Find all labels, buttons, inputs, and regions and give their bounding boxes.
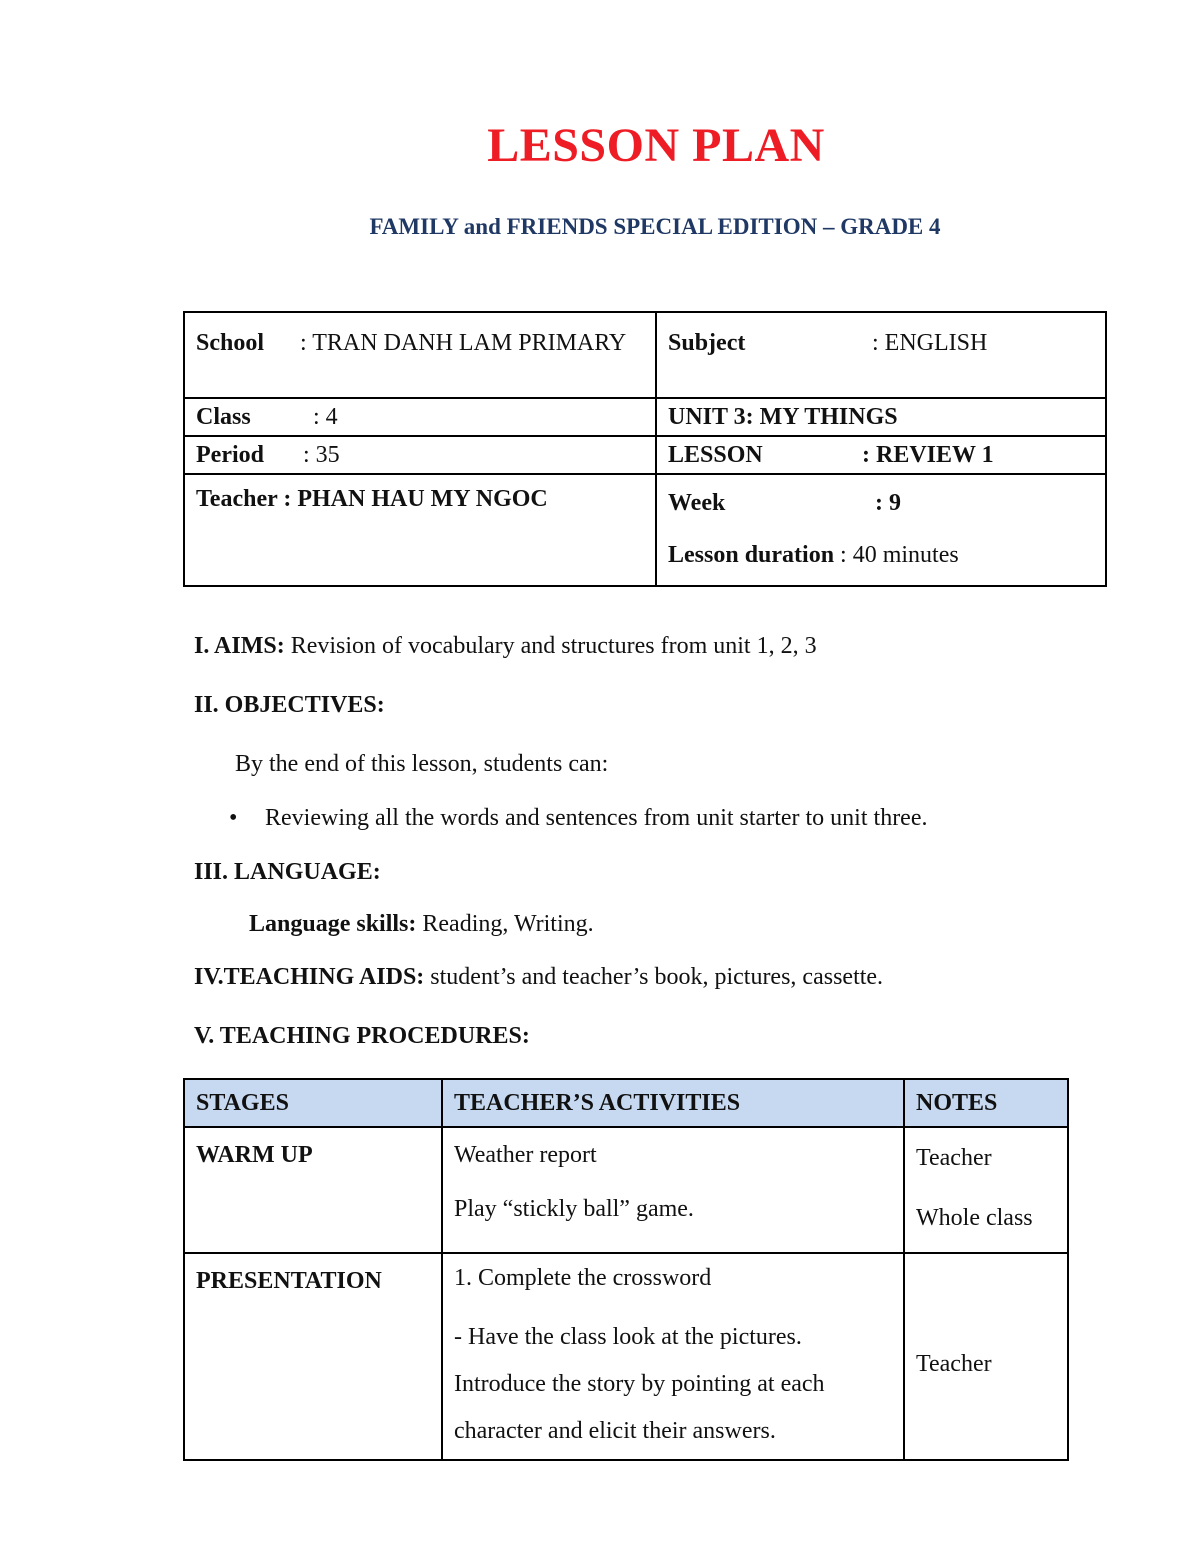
language-skills [249,909,594,939]
aims-section [194,631,817,661]
skills-text: Reading, Writing. [416,911,594,937]
activity-line: - Have the class look at the pictures. [454,1324,802,1350]
lesson-value: : REVIEW 1 [862,442,994,468]
note-line: Teacher [916,1145,992,1171]
objectives-intro: By the end of this lesson, students can: [235,751,609,777]
aims-text: Revision of vocabulary and structures from unit 1, 2, 3 [284,633,817,659]
aids-text: student’s and teacher’s book, pictures, cassette. [424,964,884,990]
page-subtitle: FAMILY and FRIENDS SPECIAL EDITION – GRADE 4 [369,214,941,239]
procedures-heading: V. TEACHING PROCEDURES: [194,1023,530,1049]
subject-cell [656,312,1106,398]
aims-label: I. AIMS: [194,633,285,659]
activity-line: Introduce the story by pointing at each [454,1371,825,1397]
note-line: Teacher [916,1351,992,1377]
period-label: Period [196,442,264,468]
objectives-bullet-item [229,803,927,833]
page-title: LESSON PLAN [487,119,825,172]
header-notes: NOTES [904,1079,1068,1127]
table-row [184,1127,1068,1253]
week-value: : 9 [875,490,901,516]
stage-cell: PRESENTATION [184,1253,442,1460]
stage-cell: WARM UP [184,1127,442,1253]
class-value: : 4 [313,404,338,430]
note-line: Whole class [916,1205,1033,1231]
unit-cell: UNIT 3: MY THINGS [656,398,1106,436]
lesson-cell [656,436,1106,474]
lesson-label: LESSON [668,442,763,468]
subject-label: Subject [668,330,746,356]
procedures-header-row [184,1079,1068,1127]
activity-line: Weather report [454,1142,597,1168]
procedures-table [183,1078,1069,1461]
duration-label: Lesson duration [668,542,835,568]
class-label: Class [196,404,251,430]
school-label: School [196,330,265,356]
teaching-aids-section [194,962,883,992]
school-value: : TRAN DANH LAM PRIMARY [300,330,627,356]
period-cell [184,436,656,474]
activity-line: character and elicit their answers. [454,1418,776,1444]
class-cell [184,398,656,436]
school-cell [184,312,656,398]
aids-label: IV.TEACHING AIDS: [194,964,425,990]
duration-value: : 40 minutes [840,542,959,568]
table-row [184,1253,1068,1460]
activity-line: Play “stickly ball” game. [454,1196,694,1222]
objectives-heading: II. OBJECTIVES: [194,692,385,718]
week-label: Week [668,490,726,516]
week-duration-cell [656,474,1106,586]
activities-cell [442,1127,904,1253]
notes-cell [904,1253,1068,1460]
teacher-cell: Teacher : PHAN HAU MY NGOC [184,474,656,586]
period-value: : 35 [303,442,340,468]
header-activities: TEACHER’S ACTIVITIES [442,1079,904,1127]
bullet-icon: • [229,805,238,831]
skills-label: Language skills: [249,911,417,937]
lesson-info-table [183,311,1107,587]
notes-cell [904,1127,1068,1253]
language-heading: III. LANGUAGE: [194,859,381,885]
activities-cell [442,1253,904,1460]
objectives-bullet-text: Reviewing all the words and sentences from unit starter to unit three. [265,805,928,831]
header-stages: STAGES [184,1079,442,1127]
subject-value: : ENGLISH [872,330,988,356]
activity-line: 1. Complete the crossword [454,1265,712,1291]
